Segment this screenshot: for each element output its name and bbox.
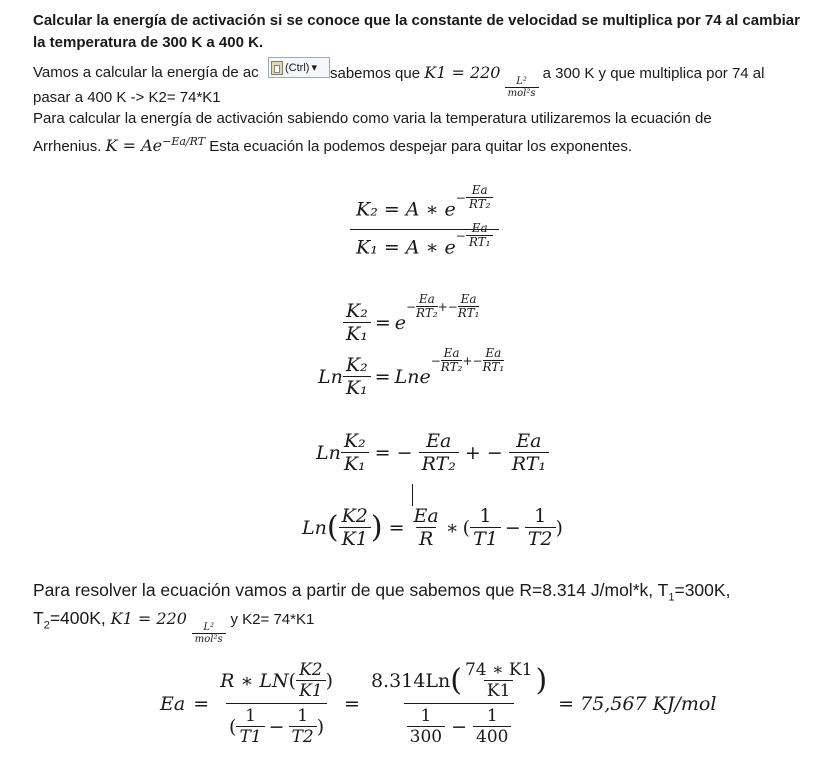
paragraph2-line-1: Para resolver la ecuación vamos a partir de que sabemos que R=8.314 J/mol*k, $T_1=300K$, xyxy=(33,580,731,604)
intro-line-4: Arrhenius. $K = Ae^{-Ea/RT}$ Esta ecuación la podemos despejar para quitar los exponentes. xyxy=(33,135,632,155)
equation-ln-expanded: Ln $\frac{\text{K₂}}{\text{K₁}}$ = − $\frac{Ea}{\text{RT₂}}$ + − $\frac{Ea}{\text{RT₁}}$ xyxy=(316,430,549,475)
equation-ratio: K₂ = A ∗ e− Ea RT₂ K₁ = A ∗ e− Ea RT₁ xyxy=(350,198,499,263)
equation-ln-both: Ln $\frac{\text{K₂}}{\text{K₁}}$ = Lne − Ea RT₂ +− Ea RT₁ xyxy=(318,346,505,399)
chevron-down-icon: ▾ xyxy=(311,62,317,74)
intro-line-1a: Vamos a calcular la energía de ac xyxy=(33,64,259,81)
clipboard-icon xyxy=(271,61,283,75)
intro-line-3: Para calcular la energía de activación sabiendo como varia la temperatura utilizaremos la ecuación de xyxy=(33,110,712,127)
k1-units: $\frac{\text{L²}}{\text{mol²s}}$ xyxy=(505,76,539,99)
intro-line-1b: sabemos que K1 = 220 $\frac{\text{L²}}{\text{mol²s}}$ a 300 K y que multiplica por 74 al xyxy=(330,63,765,99)
intro-line-2: pasar a 400 K -> K2= 74*K1 xyxy=(33,89,221,106)
paragraph2-line-2: $T_2=400K$, K1 = 220 $\frac{\text{L²}}{\text{mol²s}}$ y K2= 74*K1 xyxy=(33,608,315,645)
k1-value: K1 = 220 xyxy=(424,63,501,82)
final-equation: Ea = R ∗ LN ( $\frac{K2}{K1}$ ) ( $\frac{1}{T1}$ − $\frac{1}{T2}$ ) = 8.314Ln ( $\frac{74 ∗ K1}{K1}$ ) $\frac{1}{300}$ − $\frac{1}{400}$ = 75,567 KJ/mol xyxy=(160,660,717,747)
final-result: = 75,567 KJ/mol xyxy=(558,692,717,715)
paste-options-button[interactable] xyxy=(268,57,330,78)
arrhenius-equation: K = Ae xyxy=(105,136,163,155)
paste-options-label: (Ctrl) xyxy=(285,61,310,74)
equation-final-form: Ln ( $\frac{K2}{K1}$ ) = $\frac{Ea}{R}$ ∗ ( $\frac{1}{T1}$ − $\frac{1}{T2}$ ) xyxy=(302,505,563,550)
cursor-line xyxy=(412,484,413,506)
equation-k-ratio: $\frac{\text{K₂}}{\text{K₁}}$ = e − Ea RT₂ +− Ea RT₁ xyxy=(343,300,479,345)
problem-title-line-1: Calcular la energía de activación si se conoce que la constante de velocidad se multiplica por 74 al cambiar xyxy=(33,12,800,29)
problem-title-line-2: la temperatura de 300 K a 400 K. xyxy=(33,34,264,51)
